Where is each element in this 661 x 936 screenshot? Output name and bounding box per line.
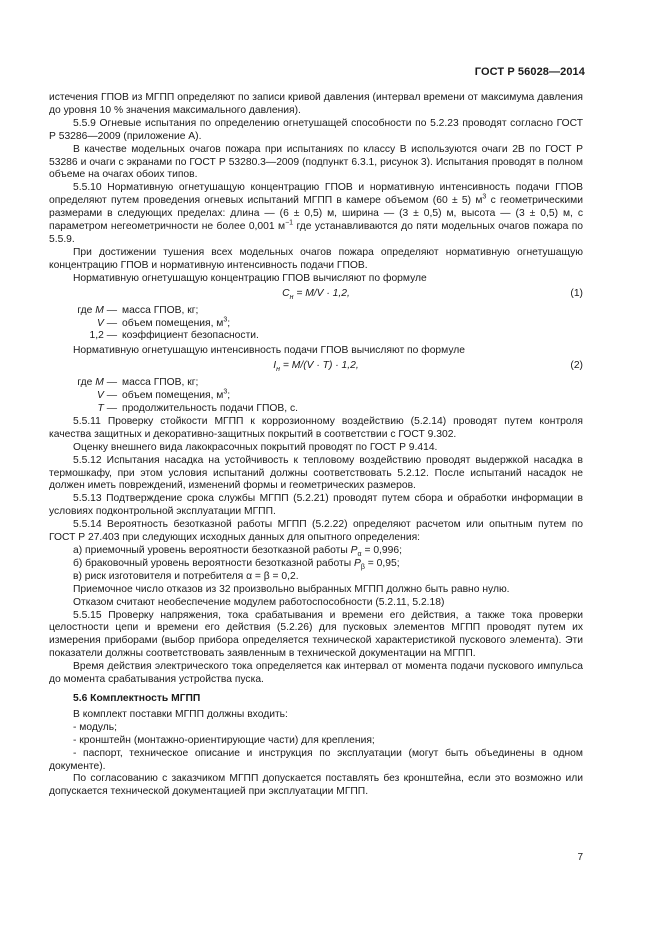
paragraph-5-5-12: 5.5.12 Испытания насадка на устойчивость к тепловому воздействию проводят выдержкой насадка в термошкафу, при этом условия испытаний должны соответствовать 5.2.12. После испытаний насадок не должен иметь повреждений, изменений формы и геометрических размеров. (49, 454, 583, 492)
formula-rhs: = M/(V · T) · 1,2, (280, 360, 359, 372)
item-symbol: P (354, 557, 361, 569)
where-text (122, 403, 583, 416)
where-symbol: M (95, 304, 104, 316)
where-label: T — (97, 403, 117, 415)
paragraph: По согласованию с заказчиком МГПП допускается поставлять без кронштейна, если это возможно или допускается технической документацией при эксплуатации МГПП. (49, 773, 583, 798)
where-symbol: V (96, 317, 104, 329)
list-item (73, 545, 583, 558)
paragraph: В качестве модельных очагов пожара при испытаниях по классу В используются очаги 2В по ГОСТ Р 53286 и очаги с экранами по ГОСТ Р 53280.3—2009 (подпункт 6.3.1, рисунок 3). Испытания проводят в полном объеме на очагах обоих типов. (49, 143, 583, 181)
where-label: 1,2 — (89, 330, 117, 342)
where-row (49, 390, 583, 403)
where-row (49, 305, 583, 318)
paragraph-5-5-9: 5.5.9 Огневые испытания по определению огнетушащей способности по 5.2.23 проводят согласно ГОСТ Р 53286—2009 (приложение А). (49, 117, 583, 142)
subscript: β (360, 563, 365, 571)
item-text: = 0,996; (361, 545, 402, 556)
where-desc: коэффициент безопасности. (122, 330, 259, 342)
formula-expression (49, 288, 583, 301)
paragraph-5-5-10 (49, 182, 583, 247)
superscript: 3 (223, 388, 228, 396)
kit-list (49, 722, 583, 774)
list-item: - модуль; (73, 721, 118, 733)
paragraph: Нормативную огнетушащую интенсивность подачи ГПОВ вычисляют по формуле (73, 345, 466, 357)
list-item (73, 571, 583, 584)
paragraph-5-5-11: 5.5.11 Проверку стойкости МГПП к коррозионному воздействию (5.2.14) проводят путем контроля качества защитных и декоративно-защитных покрытий в соответствии с ГОСТ 9.302. (49, 415, 583, 440)
where-desc: объем помещения, м (122, 317, 224, 329)
superscript: 3 (482, 193, 487, 201)
formula-lhs: C (282, 287, 290, 299)
where-tail: ; (227, 390, 231, 402)
list-item: - кронштейн (монтажно-ориентирующие части) для крепления; (73, 734, 375, 746)
text-run: с геометрическими размерами в следующих пределах: длина — (6 ± 0,5) м, ширина — (3 ± 0,5) м, высота — (3 ± 0,5) м, с параметром негеометричности не более 0,001 м (49, 195, 583, 233)
formula-expression (49, 360, 583, 373)
where-list-2 (49, 377, 583, 416)
paragraph-5-5-14: 5.5.14 Вероятность безотказной работы МГПП (5.2.22) определяют расчетом или опытным путем по ГОСТ Р 27.403 при следующих исходных данных для опытного определения: (49, 519, 583, 544)
where-desc: масса ГПОВ, кг; (122, 304, 199, 316)
formula-number: (2) (570, 360, 583, 372)
paragraph: При достижении тушения всех модельных очагов пожара определяют нормативную огнетушащую концентрацию ГПОВ и нормативную интенсивность подачи ГПОВ. (49, 246, 583, 271)
formula-2 (49, 360, 583, 375)
where-desc: масса ГПОВ, кг; (122, 377, 199, 389)
where-symbol: V (96, 390, 104, 402)
paragraph: Отказом считают необеспечение модулем работоспособности (5.2.11, 5.2.18) (73, 596, 445, 608)
where-row (49, 330, 583, 343)
formula-subscript: н (289, 293, 294, 301)
page-number: 7 (577, 852, 583, 863)
paragraph: В комплект поставки МГПП должны входить: (73, 708, 288, 720)
formula-1 (49, 288, 583, 303)
item-symbol: P (350, 545, 358, 556)
where-prefix: где (77, 304, 96, 316)
where-text (122, 377, 583, 390)
formula-subscript: н (276, 366, 281, 374)
where-text (122, 305, 583, 318)
paragraph: Приемочное число отказов из 32 произвольно выбранных МГПП должно быть равно нулю. (73, 583, 510, 595)
text-run: 5.5.10 Нормативную огнетушащую концентрацию ГПОВ и нормативную интенсивность подачи ГПОВ определяют путем проведения огневых испытаний МГПП в камере объемом (60 ± 5) м (49, 182, 583, 207)
formula-rhs: = M/V · 1,2, (293, 287, 350, 299)
reliability-list (49, 545, 583, 584)
where-desc: объем помещения, м (122, 390, 224, 402)
where-label: V — (96, 317, 117, 329)
where-symbol: T (97, 403, 104, 415)
where-desc: продолжительность подачи ГПОВ, с. (122, 403, 298, 415)
where-symbol: 1,2 (89, 330, 104, 342)
superscript: 3 (223, 316, 228, 324)
paragraph-5-5-15: 5.5.15 Проверку напряжения, тока срабатывания и времени его действия, а также тока проверки целостности цепи и времени его действия (5.2.26) для пусковых элементов МГПП проводят путем их измерения приборами (выбор прибора определяется технической характеристикой пускового элемента). Эти показатели должны соответствовать заявленным в технической документации на МГПП. (49, 609, 583, 660)
item-text: = 0,95; (364, 557, 400, 569)
item-text: б) браковочный уровень вероятности безотказной работы (73, 557, 355, 569)
list-item (73, 558, 583, 571)
where-text (122, 318, 583, 331)
paragraph: Оценку внешнего вида лакокрасочных покрытий проводят по ГОСТ Р 9.414. (73, 441, 438, 453)
where-label: где M — (77, 304, 117, 316)
item-text: в) риск изготовителя и потребителя (73, 570, 247, 582)
paragraph: истечения ГПОВ из МГПП определяют по записи кривой давления (интервал времени от максимума давления до уровня 10 % значения максимального давления). (49, 92, 583, 116)
section-heading-5-6: 5.6 Комплектность МГПП (73, 692, 201, 704)
where-symbol: M (95, 377, 104, 389)
where-tail: ; (227, 317, 231, 329)
item-symbol: α = β (246, 570, 270, 582)
subscript: α (357, 551, 362, 559)
where-text (122, 330, 583, 343)
formula-lhs: I (273, 360, 277, 372)
formula-number: (1) (570, 287, 583, 299)
paragraph-5-5-13: 5.5.13 Подтверждение срока службы МГПП (5.2.21) проводят путем сбора и обработки информации в условиях подконтрольной эксплуатации МГПП. (49, 493, 583, 518)
where-prefix: где (77, 377, 96, 389)
where-row (49, 318, 583, 331)
item-text: = 0,2. (269, 570, 299, 582)
list-item: - паспорт, техническое описание и инструкция по эксплуатации (могут быть объединены в одном документе). (49, 747, 583, 772)
where-text (122, 390, 583, 403)
document-header: ГОСТ Р 56028—2014 (474, 66, 585, 78)
paragraph: Нормативную огнетушащую концентрацию ГПОВ вычисляют по формуле (73, 272, 427, 284)
document-body (49, 92, 583, 799)
where-row (49, 403, 583, 416)
item-text: а) приемочный уровень вероятности безотказной работы (73, 545, 351, 556)
where-row (49, 377, 583, 390)
where-label: V — (96, 390, 117, 402)
where-label: где M — (77, 377, 117, 389)
text-run: где устанавливаются до пяти модельных очагов пожара по 5.5.9. (49, 221, 584, 245)
where-list-1 (49, 305, 583, 344)
paragraph: Время действия электрического тока определяется как интервал от момента подачи пускового импульса до момента срабатывания устройства пуска. (49, 661, 583, 686)
superscript: −1 (285, 219, 294, 227)
